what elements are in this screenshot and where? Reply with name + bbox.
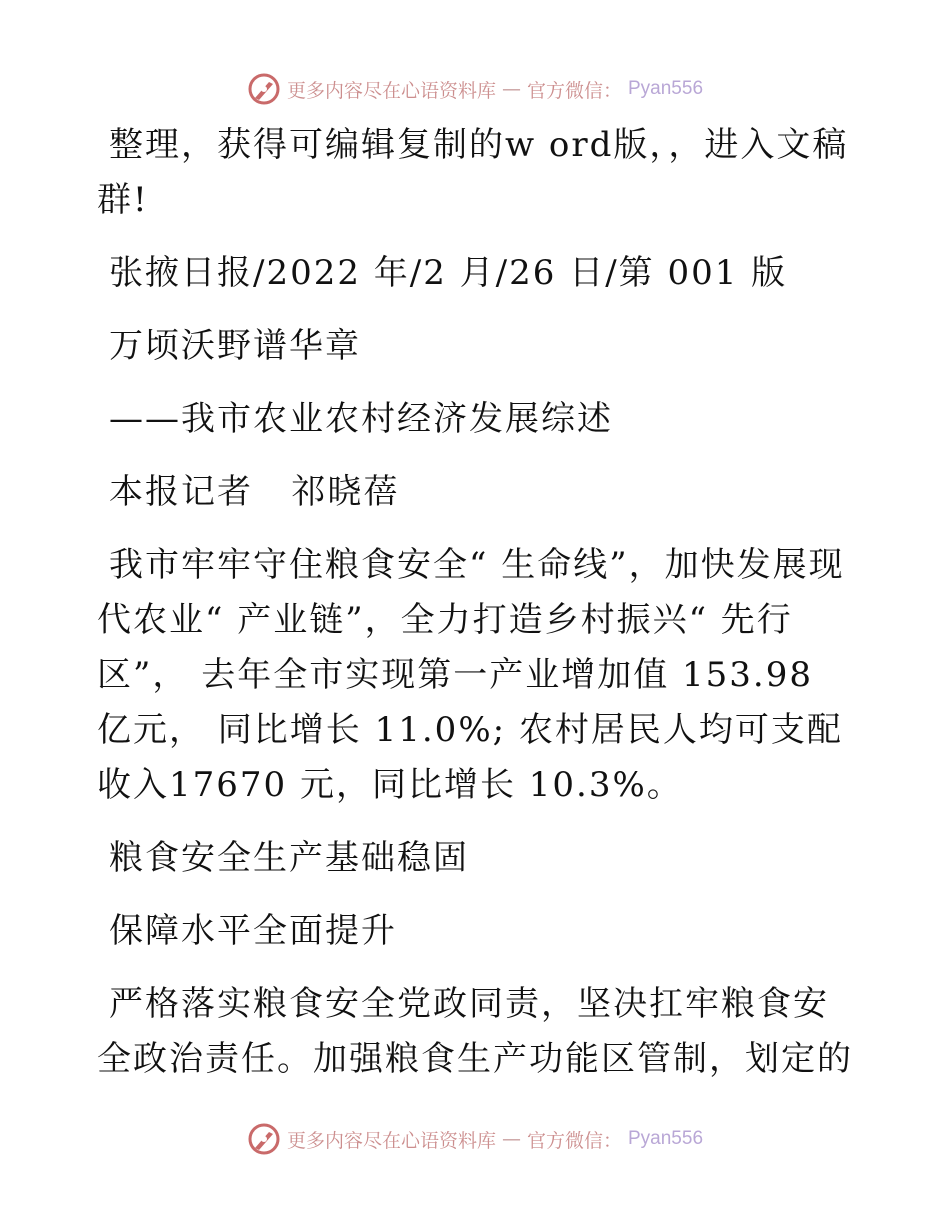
document-body [97,118,857,1105]
watermark-site-text: 更多内容尽在心语资料库 [286,79,496,102]
watermark-site-text: 更多内容尽在心语资料库 [286,1129,496,1152]
section-heading-1: 粮食安全生产基础稳固 [109,838,469,878]
watermark-top [0,72,950,106]
watermark-wechat-handle: Pyan556 [628,1128,704,1149]
watermark-dash: — [501,78,521,100]
watermark-bottom [0,1122,950,1156]
paragraph-1: 我市牢牢守住粮食安全“ 生命线”，加快发展现代农业“ 产业链”，全力打造乡村振兴“ 先行区”， 去年全市实现第一产业增加值 153.98 亿元， 同比增长 11.0%; 农村居民人均可支配收入17670 元，同比增长 10.3%。 [97,545,845,805]
watermark-dash: — [501,1128,521,1150]
article-title: 万顷沃野谱华章 [109,326,361,366]
section-heading-2: 保障水平全面提升 [109,911,397,951]
watermark-wechat-handle: Pyan556 [628,78,704,99]
watermark-wechat-label: 官方微信： [526,1129,622,1152]
paragraph-2: 严格落实粮食安全党政同责，坚决扛牢粮食安全政治责任。加强粮食生产功能区管制，划定的 [97,984,853,1079]
pen-logo-icon [247,72,281,106]
source-line: 张掖日报/2022 年/2 月/26 日/第 001 版 [109,253,788,293]
watermark-wechat-label: 官方微信： [526,79,622,102]
article-subtitle: ——我市农业农村经济发展综述 [109,399,613,439]
pen-logo-icon [247,1122,281,1156]
byline: 本报记者 祁晓蓓 [109,472,400,512]
intro-text: 整理，获得可编辑复制的w ord版，，进入文稿群! [97,125,849,220]
